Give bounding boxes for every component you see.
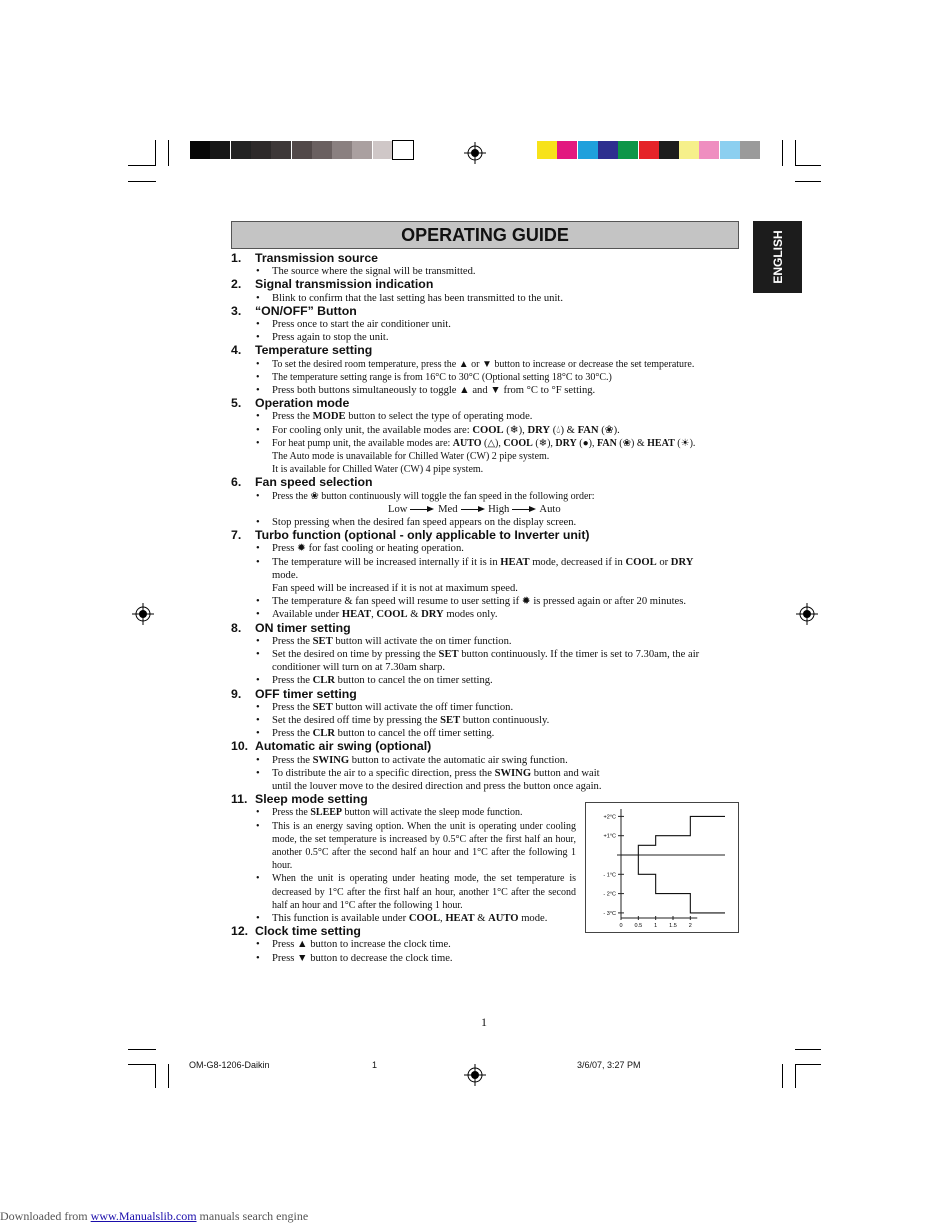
section-number: 1. <box>231 251 242 265</box>
mode-name: DRY <box>527 424 551 436</box>
section-heading <box>231 344 741 357</box>
section-heading <box>231 529 741 542</box>
crop-mark <box>168 1064 169 1088</box>
bullet-item <box>231 358 741 371</box>
mode-name: COOL <box>503 437 533 449</box>
section-title: OFF timer setting <box>255 686 357 701</box>
bullet-item: • For cooling only unit, the available modes are: COOL (❄), DRY (💧︎) & FAN (❀). <box>231 424 741 437</box>
text-run: Press the <box>272 701 310 713</box>
right-arrow-icon <box>461 509 483 510</box>
text-run: Press the <box>272 728 310 740</box>
crop-mark <box>795 165 821 166</box>
section-title: Transmission source <box>255 251 379 265</box>
color-swatch <box>312 141 332 159</box>
button-name: SWING <box>494 767 532 779</box>
mode-name: HEAT <box>647 437 675 449</box>
text-run: Press the <box>272 807 308 819</box>
color-swatch <box>720 141 740 159</box>
y-tick-label: +2°C <box>603 814 616 821</box>
color-swatch <box>537 141 557 159</box>
bullet-item <box>231 595 741 608</box>
bullet-item <box>231 674 741 687</box>
text-run: button continuously. <box>462 714 550 726</box>
button-name: SET <box>440 714 461 726</box>
turbo-icon: ✹ <box>521 596 531 608</box>
bullet-item: • This is an energy saving option. When the unit is operating under cooling mode, the set temperature is increased by 0.5°C after the first half an hour, another 0.5°C after the second half an hour and 1°C after the following 1 hour. <box>231 820 576 873</box>
crop-mark <box>795 140 796 166</box>
section-title: Fan speed selection <box>255 475 373 490</box>
text-run: button to increase the clock time. <box>310 939 451 951</box>
color-swatch <box>699 141 719 159</box>
color-swatch <box>373 141 393 159</box>
section-title: Sleep mode setting <box>255 792 368 807</box>
section-title: ON timer setting <box>255 620 351 635</box>
section-heading <box>231 740 741 753</box>
bullet-item: • This function is available under COOL, HEAT & AUTO mode. <box>231 912 741 925</box>
text-run: modes only. <box>446 609 498 621</box>
heating-series-line <box>621 855 725 913</box>
button-name: CLR <box>312 728 335 740</box>
footer-page: 1 <box>372 1060 378 1070</box>
text-run: Press <box>272 939 295 951</box>
section-heading <box>231 476 741 489</box>
section-number: 12. <box>231 924 249 939</box>
text-run: for fast cooling or heating operation. <box>308 543 464 555</box>
text-run: button continuously will toggle the fan speed in the following order: <box>321 490 595 502</box>
fan-speed-high: High <box>488 503 510 515</box>
button-name: SLEEP <box>310 807 343 819</box>
bullet-item <box>231 490 741 503</box>
bullet-item <box>231 648 741 661</box>
text-run: Press the <box>272 635 310 647</box>
color-swatch <box>393 141 413 159</box>
color-swatch <box>639 141 659 159</box>
right-arrow-icon <box>410 509 432 510</box>
section-heading <box>231 397 741 410</box>
section-number: 8. <box>231 620 242 635</box>
droplet-icon: ● <box>582 437 589 449</box>
crop-mark <box>168 140 169 166</box>
sleep-mode-chart <box>585 802 739 933</box>
color-swatch <box>352 141 372 159</box>
color-swatch <box>190 141 210 159</box>
bullet-item <box>231 938 741 951</box>
mode-name: FAN <box>577 424 599 436</box>
down-triangle-icon: ▼ <box>297 952 308 964</box>
color-swatch <box>231 141 251 159</box>
section-title: Operation mode <box>255 396 350 411</box>
text-run: button to cancel the on timer setting. <box>337 675 493 687</box>
bullet-item: • The source where the signal will be transmitted. <box>231 265 741 278</box>
section-number: 11. <box>231 792 248 807</box>
registration-mark-icon <box>132 603 154 625</box>
auto-triangle-icon: △ <box>487 437 496 449</box>
mode-name: HEAT <box>500 556 530 568</box>
text-run: Press <box>272 543 295 555</box>
color-swatch <box>292 141 312 159</box>
continuation-line: mode. <box>272 569 299 581</box>
bullet-item <box>231 556 741 569</box>
x-tick-label: 1.5 <box>669 923 677 929</box>
button-name: SET <box>312 635 333 647</box>
fan-speed-auto: Auto <box>539 503 561 515</box>
continuation-line: until the louver move to the desired direction and press the button once again. <box>272 780 602 792</box>
continuation-line: Fan speed will be increased if it is not at maximum speed. <box>272 582 518 594</box>
page-number: 1 <box>481 1015 487 1029</box>
section-title: Signal transmission indication <box>255 277 434 292</box>
registration-mark-icon <box>796 603 818 625</box>
section-heading <box>231 305 741 318</box>
text-run: from °C to °F setting. <box>503 384 596 396</box>
mode-name: AUTO <box>452 437 482 449</box>
section-title: Temperature setting <box>255 343 373 358</box>
bullet-item <box>231 767 741 780</box>
section-heading <box>231 622 741 635</box>
text-run: Press both buttons simultaneously to toggle <box>272 384 457 396</box>
section-title: Turbo function (optional - only applicable to Inverter unit) <box>255 528 590 543</box>
fan-icon: ❀ <box>622 437 632 449</box>
registration-mark-icon <box>464 1064 486 1086</box>
section-heading <box>231 278 741 291</box>
down-triangle-icon: ▼ <box>490 384 501 396</box>
text-run: button will activate the sleep mode function. <box>342 807 523 819</box>
color-swatch <box>659 141 679 159</box>
bullet-item <box>231 714 741 727</box>
text-run: button will activate the off timer function. <box>335 701 514 713</box>
bullet-item: • The temperature setting range is from 16°C to 30°C (Optional setting 18°C to 30°C.) <box>231 371 741 384</box>
text-run: This function is available under <box>272 912 407 924</box>
manualslib-link[interactable]: www.Manualslib.com <box>90 1209 197 1223</box>
download-notice <box>0 1209 308 1224</box>
crop-mark <box>795 181 821 182</box>
text-run: Set the desired on time by pressing the <box>272 648 436 660</box>
mode-name: COOL <box>625 556 657 568</box>
color-swatch <box>578 141 598 159</box>
text-run: button and wait <box>533 767 600 779</box>
mode-name: DRY <box>670 556 694 568</box>
crop-mark <box>128 165 156 166</box>
bullet-item: • Stop pressing when the desired fan speed appears on the display screen. <box>231 516 741 529</box>
text-run: button to activate the automatic air swing function. <box>351 754 568 766</box>
bullet-item <box>231 542 741 555</box>
page-title: OPERATING GUIDE <box>231 221 739 249</box>
right-arrow-icon <box>512 509 534 510</box>
y-tick-label: - 3°C <box>603 910 616 917</box>
color-swatch <box>251 141 271 159</box>
mode-name: DRY <box>421 609 444 621</box>
x-tick-label: 1 <box>654 923 658 929</box>
section-number: 2. <box>231 277 242 292</box>
text-run: button to cancel the off timer setting. <box>337 728 495 740</box>
mode-name: AUTO <box>488 912 519 924</box>
mode-name: COOL <box>376 609 408 621</box>
color-swatch <box>618 141 638 159</box>
text-run: and <box>472 384 488 396</box>
button-name: SWING <box>312 754 350 766</box>
bullet-item <box>231 952 741 965</box>
crop-mark <box>155 1064 156 1088</box>
continuation-line: The Auto mode is unavailable for Chilled Water (CW) 2 pipe system. <box>272 450 550 462</box>
text-run: Set the desired off time by pressing the <box>272 714 438 726</box>
bullet-item: • For heat pump unit, the available modes are: AUTO (△), COOL (❄), DRY (●), FAN (❀) & HEAT (☀). <box>231 437 741 450</box>
section-heading <box>231 688 741 701</box>
text-run: is pressed again or after 20 minutes. <box>533 596 686 608</box>
cooling-series-line <box>621 816 725 855</box>
text-run: The temperature & fan speed will resume to user setting if <box>272 596 520 608</box>
crop-mark <box>128 181 156 182</box>
color-swatch <box>332 141 352 159</box>
text-run: Press the <box>272 411 310 423</box>
text-run: mode, decreased if in <box>532 556 623 568</box>
mode-button-name: MODE <box>312 411 346 423</box>
turbo-icon: ✹ <box>297 543 306 555</box>
crop-mark <box>128 1049 156 1050</box>
section-title: “ON/OFF” Button <box>255 303 357 318</box>
section-title: Automatic air swing (optional) <box>255 739 432 754</box>
droplet-icon: 💧︎ <box>556 424 561 436</box>
x-tick-label: 0.5 <box>634 923 643 929</box>
text-run: or <box>659 556 669 568</box>
section-number: 9. <box>231 686 242 701</box>
snowflake-icon: ❄ <box>538 437 548 449</box>
sun-icon: ☀ <box>680 437 690 449</box>
bullet-item: • Press once to start the air conditioner unit. <box>231 318 741 331</box>
mode-name: COOL <box>472 424 504 436</box>
section-heading <box>231 252 741 265</box>
color-swatch <box>210 141 230 159</box>
footer-code: OM-G8-1206-Daikin <box>189 1060 270 1070</box>
text-run: Press the <box>272 490 308 502</box>
y-tick-label: +1°C <box>603 833 616 840</box>
crop-mark <box>128 1064 156 1065</box>
text-run: button to decrease the clock time. <box>310 952 453 964</box>
mode-name: HEAT <box>445 912 475 924</box>
text-run: For heat pump unit, the available modes are: <box>272 437 451 449</box>
section-number: 4. <box>231 343 242 358</box>
fan-speed-low: Low <box>388 503 408 515</box>
download-suffix: manuals search engine <box>196 1209 309 1223</box>
section-number: 5. <box>231 396 242 411</box>
continuation-line: conditioner will turn on at 7.30am sharp. <box>272 662 445 674</box>
mode-name: DRY <box>555 437 577 449</box>
bullet-item: • Press again to stop the unit. <box>231 331 741 344</box>
button-name: SET <box>438 648 459 660</box>
up-triangle-icon: ▲ <box>297 939 308 951</box>
mode-name: HEAT <box>341 609 372 621</box>
continuation-line: It is available for Chilled Water (CW) 4 pipe system. <box>272 464 484 476</box>
down-triangle-icon: ▼ <box>482 358 492 370</box>
y-tick-label: - 2°C <box>603 891 616 898</box>
color-swatch <box>679 141 699 159</box>
text-run: To set the desired room temperature, press the <box>272 358 457 370</box>
bullet-item <box>231 635 741 648</box>
color-swatch <box>740 141 760 159</box>
crop-mark <box>155 140 156 166</box>
fan-icon: ❀ <box>310 490 319 502</box>
text-run: For cooling only unit, the available modes are: <box>272 424 470 436</box>
text-run: Available under <box>272 609 340 621</box>
crop-mark <box>795 1064 821 1065</box>
section-number: 3. <box>231 303 242 318</box>
sleep-mode-chart-svg <box>586 803 738 932</box>
up-triangle-icon: ▲ <box>458 358 469 370</box>
mode-name: FAN <box>596 437 617 449</box>
text-run: Press <box>272 952 295 964</box>
registration-mark-icon <box>464 142 486 164</box>
text-run: Press the <box>272 675 310 687</box>
crop-mark <box>782 140 783 166</box>
section-number: 7. <box>231 528 242 543</box>
text-run: button continuously. If the timer is set to 7.30am, the air <box>461 648 700 660</box>
color-swatch <box>557 141 577 159</box>
y-tick-label: - 1°C <box>603 872 616 879</box>
crop-mark <box>782 1064 783 1088</box>
snowflake-icon: ❄ <box>509 424 519 436</box>
text-run: The temperature will be increased internally if it is in <box>272 556 498 568</box>
bullet-item: • Blink to confirm that the last setting has been transmitted to the unit. <box>231 292 741 305</box>
text-run: mode. <box>521 912 548 924</box>
bullet-item: • When the unit is operating under heating mode, the set temperature is decreased by 1°C after the first half an hour, another 1°C after the second half an hour and 1°C after the following 1 hour. <box>231 872 576 912</box>
mode-name: COOL <box>408 912 441 924</box>
fan-icon: ❀ <box>604 424 614 436</box>
bullet-item <box>231 701 741 714</box>
fan-speed-med: Med <box>438 503 458 515</box>
text-run: button to increase or decrease the set temperature. <box>494 358 695 370</box>
bullet-item <box>231 806 576 819</box>
crop-mark <box>795 1064 796 1088</box>
text-run: button to select the type of operating mode. <box>348 411 533 423</box>
download-prefix: Downloaded from <box>0 1209 88 1223</box>
x-tick-label: 0 <box>619 923 623 929</box>
button-name: SET <box>312 701 333 713</box>
text-run: button will activate the on timer function. <box>335 635 512 647</box>
text-run: To distribute the air to a specific direction, press the <box>272 767 492 779</box>
section-number: 6. <box>231 475 242 490</box>
section-number: 10. <box>231 739 249 754</box>
color-swatch <box>598 141 618 159</box>
text-run: Press the <box>272 754 310 766</box>
section-title: Clock time setting <box>255 924 361 939</box>
bullet-item <box>231 410 741 423</box>
bullet-item <box>231 754 741 767</box>
button-name: CLR <box>312 675 335 687</box>
color-swatch <box>271 141 291 159</box>
footer-date: 3/6/07, 3:27 PM <box>577 1060 641 1070</box>
fan-speed-sequence <box>231 503 741 516</box>
bullet-item: • Available under HEAT, COOL & DRY modes only. <box>231 608 741 621</box>
crop-mark <box>795 1049 821 1050</box>
language-tab <box>753 221 802 293</box>
up-triangle-icon: ▲ <box>459 384 470 396</box>
language-tab-label: ENGLISH <box>770 230 785 284</box>
x-tick-label: 2 <box>688 923 692 929</box>
text-run: or <box>471 358 480 370</box>
